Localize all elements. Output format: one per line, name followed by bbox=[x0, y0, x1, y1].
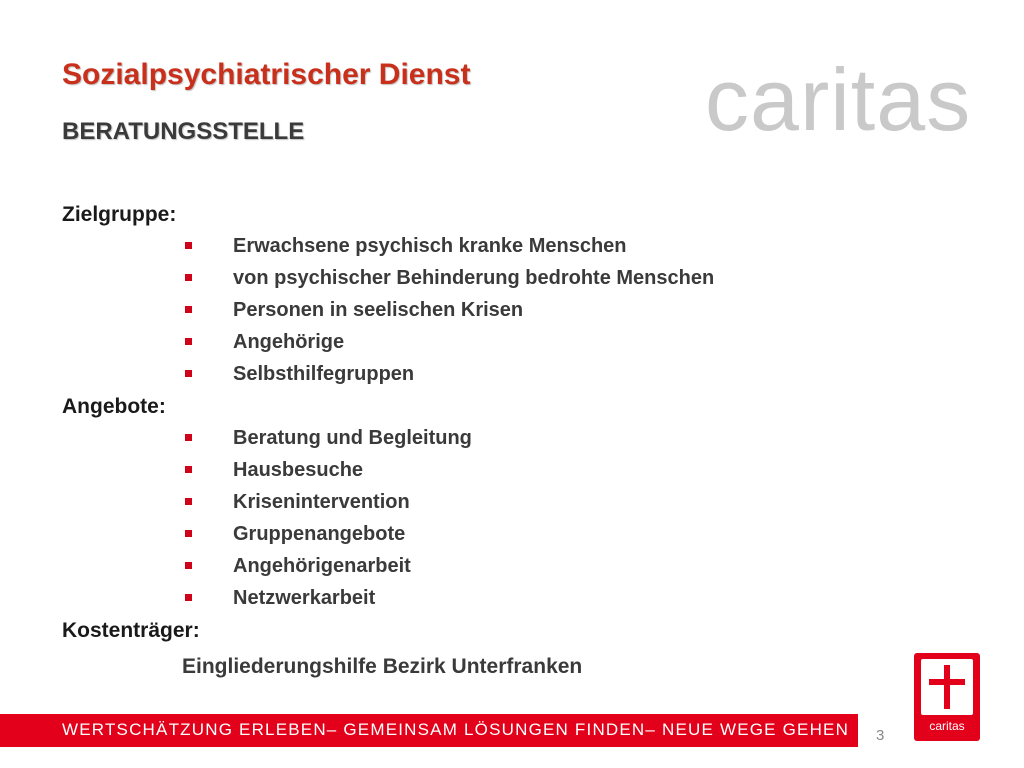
square-bullet-icon bbox=[185, 274, 192, 281]
square-bullet-icon bbox=[185, 594, 192, 601]
square-bullet-icon bbox=[185, 466, 192, 473]
list-item-text: Hausbesuche bbox=[233, 459, 364, 481]
slide-title: Sozialpsychiatrischer Dienst bbox=[62, 58, 471, 91]
list-item bbox=[62, 358, 962, 390]
page-number: 3 bbox=[876, 727, 885, 744]
list-item-text: Personen in seelischen Krisen bbox=[233, 299, 524, 321]
list-item bbox=[62, 518, 962, 550]
list-item-text: Beratung und Begleitung bbox=[233, 427, 472, 449]
square-bullet-icon bbox=[185, 242, 192, 249]
list-item bbox=[62, 486, 962, 518]
list-item-text: Krisenintervention bbox=[233, 491, 410, 513]
square-bullet-icon bbox=[185, 306, 192, 313]
slide-content bbox=[62, 200, 962, 682]
caritas-wordmark: caritas bbox=[705, 50, 972, 149]
angebote-list bbox=[62, 422, 962, 614]
caritas-flame-cross-icon bbox=[921, 659, 973, 715]
footer-slogan: WERTSCHÄTZUNG ERLEBEN– GEMEINSAM LÖSUNGEN FINDEN– NEUE WEGE GEHEN bbox=[62, 720, 850, 739]
square-bullet-icon bbox=[185, 370, 192, 377]
list-item bbox=[62, 454, 962, 486]
logo-label: caritas bbox=[929, 719, 965, 733]
list-item bbox=[62, 582, 962, 614]
list-item bbox=[62, 550, 962, 582]
list-item-text: Gruppenangebote bbox=[233, 523, 406, 545]
list-item-text: von psychischer Behinderung bedrohte Menschen bbox=[233, 267, 715, 289]
square-bullet-icon bbox=[185, 562, 192, 569]
square-bullet-icon bbox=[185, 530, 192, 537]
list-item bbox=[62, 262, 962, 294]
list-item-text: Erwachsene psychisch kranke Menschen bbox=[233, 235, 627, 257]
list-item bbox=[62, 326, 962, 358]
zielgruppe-list bbox=[62, 230, 962, 390]
slide-subtitle: BERATUNGSSTELLE bbox=[62, 118, 305, 145]
list-item-text: Angehörige bbox=[233, 331, 345, 353]
square-bullet-icon bbox=[185, 498, 192, 505]
list-item-text: Selbsthilfegruppen bbox=[233, 363, 415, 385]
square-bullet-icon bbox=[185, 434, 192, 441]
footer-slogan-band bbox=[0, 714, 858, 747]
list-item-text: Netzwerkarbeit bbox=[233, 587, 376, 609]
square-bullet-icon bbox=[185, 338, 192, 345]
list-item bbox=[62, 294, 962, 326]
list-item bbox=[62, 422, 962, 454]
kostentraeger-value: Eingliederungshilfe Bezirk Unterfranken bbox=[182, 655, 583, 678]
section-heading-angebote: Angebote: bbox=[62, 395, 166, 418]
section-heading-kostentraeger: Kostenträger: bbox=[62, 619, 200, 642]
section-heading-zielgruppe: Zielgruppe: bbox=[62, 203, 177, 226]
list-item-text: Angehörigenarbeit bbox=[233, 555, 411, 577]
list-item bbox=[62, 230, 962, 262]
caritas-logo bbox=[914, 653, 980, 741]
